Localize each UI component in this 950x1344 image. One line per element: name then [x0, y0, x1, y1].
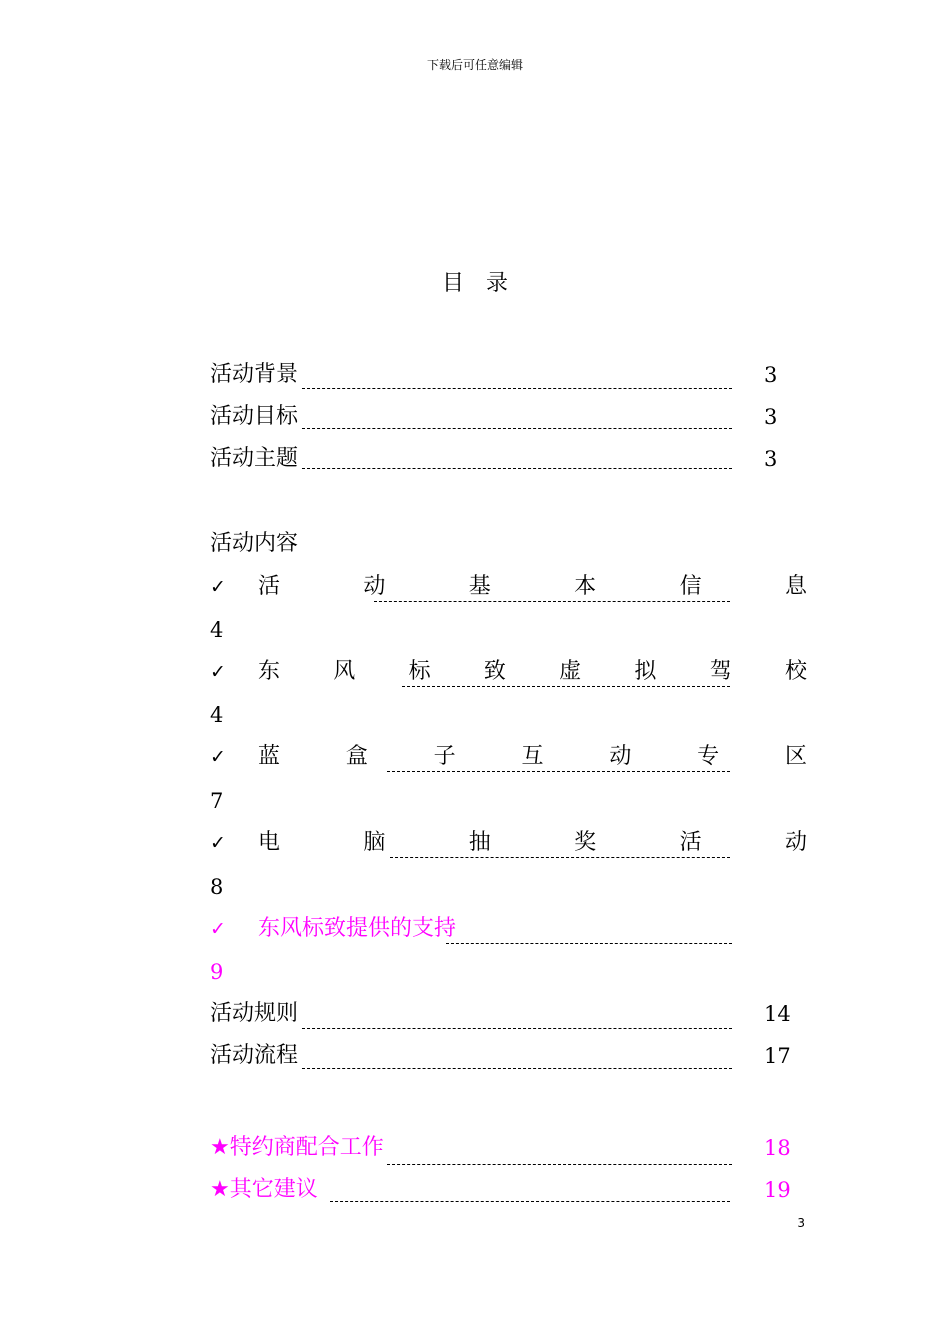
toc-entry-page: 3	[764, 363, 778, 387]
toc-entry-page: 18	[764, 1136, 791, 1160]
toc-entry-page: 3	[764, 447, 778, 471]
subitem-page: 7	[210, 789, 224, 813]
section-heading-label: 活动内容	[210, 531, 299, 556]
toc-entry-page: 14	[764, 1002, 791, 1026]
subitem-page: 4	[210, 703, 224, 727]
dot-leader	[302, 1068, 732, 1069]
subitem-label: 东风标致提供的支持	[258, 916, 457, 941]
toc-subitem[interactable]	[210, 572, 807, 604]
subitem-label: 东 风 标 致 虚 拟 驾 校	[258, 659, 807, 684]
check-icon: ✓	[210, 661, 226, 683]
dot-leader	[387, 1164, 732, 1165]
subitem-page: 4	[210, 618, 224, 642]
toc-subitem[interactable]	[210, 742, 807, 774]
toc-entry-label: ★其它建议	[210, 1177, 318, 1202]
check-icon: ✓	[210, 746, 226, 768]
toc-entry-label: 活动目标	[210, 404, 299, 429]
toc-entry-page: 3	[764, 405, 778, 429]
toc-entry-label: 活动背景	[210, 362, 299, 387]
subitem-label: 蓝 盒 子 互 动 专 区	[258, 744, 807, 769]
check-icon: ✓	[210, 918, 226, 940]
toc-subitem[interactable]	[210, 657, 807, 689]
check-icon: ✓	[210, 576, 226, 598]
subitem-page: 9	[210, 960, 224, 984]
dot-leader	[330, 1201, 730, 1202]
subitem-label: 活 动 基 本 信 息	[258, 574, 807, 599]
dot-leader	[302, 1028, 732, 1029]
toc-subitem[interactable]	[210, 828, 807, 860]
toc-entry-label: 活动规则	[210, 1001, 299, 1026]
toc-title: 目录	[441, 271, 530, 296]
dot-leader	[302, 428, 732, 429]
subitem-label: 电 脑 抽 奖 活 动	[258, 830, 807, 855]
header-note: 下载后可任意编辑	[426, 58, 523, 72]
dot-leader	[446, 943, 732, 944]
subitem-page: 8	[210, 875, 224, 899]
toc-entry-page: 19	[764, 1178, 791, 1202]
toc-entry-label: 活动流程	[210, 1043, 299, 1068]
check-icon: ✓	[210, 832, 226, 854]
toc-subitem-support[interactable]	[210, 914, 807, 946]
toc-entry-page: 17	[764, 1044, 791, 1068]
dot-leader	[302, 388, 732, 389]
page-number: 3	[797, 1216, 805, 1230]
toc-entry-label: 活动主题	[210, 446, 299, 471]
dot-leader	[302, 468, 732, 469]
toc-entry-label: ★特约商配合工作	[210, 1135, 384, 1160]
